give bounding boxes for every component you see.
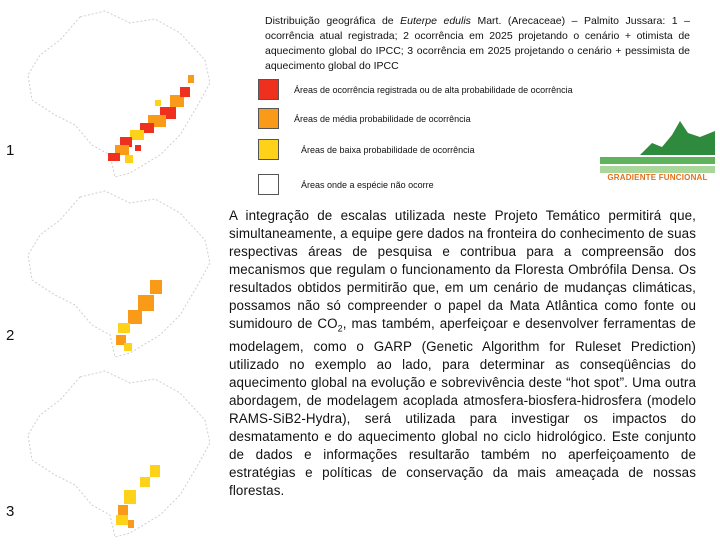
distribution-map-pessimistic bbox=[20, 365, 215, 540]
map-number-1: 1 bbox=[6, 142, 15, 159]
figure-caption bbox=[265, 14, 690, 74]
co2-subscript: 2 bbox=[337, 323, 343, 334]
legend-label-high: Áreas de ocorrência registrada ou de alta probabilidade de ocorrência bbox=[294, 84, 573, 95]
occurrence-cluster-1 bbox=[108, 75, 194, 163]
map-number-2: 2 bbox=[6, 327, 15, 344]
legend-item-medium bbox=[258, 108, 471, 129]
legend-label-low: Áreas de baixa probabilidade de ocorrência bbox=[301, 144, 475, 155]
body-part-1: A integração de escalas utilizada neste Projeto Temático permitirá que, simultaneamente, a equipe gere dados na fronteira do conhecimento de suas respectivas áreas de pesquisa e contribua para a compreensão dos mecanismos que regulam o funcionamento da Floresta Ombrófila Densa. Os resultados obtidos permitirão que, em um cenário de mudanças climáticas, possamos não só compreender o papel da Mata Atlântica como fonte ou sumidouro de CO bbox=[229, 208, 696, 331]
legend-swatch-low bbox=[258, 139, 279, 160]
caption-suffix: Mart. (Arecaceae) – Palmito Jussara: 1 – ocorrência atual registrada; 2 ocorrência em 2025 projetando o cenário + otimista de aquecimento global do IPCC; 3 ocorrência em 2025 projetando o cenário + pessimista de aquecimento global do IPCC bbox=[265, 15, 690, 72]
body-paragraph bbox=[229, 207, 696, 500]
legend-swatch-medium bbox=[258, 108, 279, 129]
occurrence-cluster-3 bbox=[116, 465, 160, 528]
legend-item-low bbox=[258, 139, 475, 160]
legend-item-high bbox=[258, 79, 573, 100]
legend-label-medium: Áreas de média probabilidade de ocorrência bbox=[294, 113, 471, 124]
occurrence-cluster-2 bbox=[116, 280, 162, 351]
brazil-map-1 bbox=[20, 5, 215, 180]
distribution-map-optimistic bbox=[20, 185, 215, 360]
legend-swatch-high bbox=[258, 79, 279, 100]
legend-label-none: Áreas onde a espécie não ocorre bbox=[301, 179, 434, 190]
distribution-map-current bbox=[20, 5, 215, 180]
logo-text: GRADIENTE FUNCIONAL bbox=[607, 173, 708, 182]
legend-item-none bbox=[258, 174, 434, 195]
map-number-3: 3 bbox=[6, 503, 15, 520]
species-name: Euterpe edulis bbox=[400, 15, 471, 27]
caption-prefix: Distribuição geográfica de bbox=[265, 15, 401, 27]
body-part-2: , mas também, aperfeiçoar e desenvolver ferramentas de modelagem, como o GARP (Genetic Algorithm for Ruleset Prediction) utilizado no exemplo ao lado, para determinar as conseqüências do aquecimento global na evolução e sobrevivência deste “hot spot”. Uma outra abordagem, de modelagem acoplada atmosfera-biosfera-hidrosfera (modelo RAMS-SiB2-Hydra), será utilizada para investigar os impactos do desmatamento e do aquecimento global no ciclo hidrológico. Este conjunto de dados e informações resultarão também no aperfeiçoamento de estratégias e políticas de conservação da mais ameaçada de nossas florestas. bbox=[229, 316, 696, 498]
legend-swatch-none bbox=[258, 174, 279, 195]
